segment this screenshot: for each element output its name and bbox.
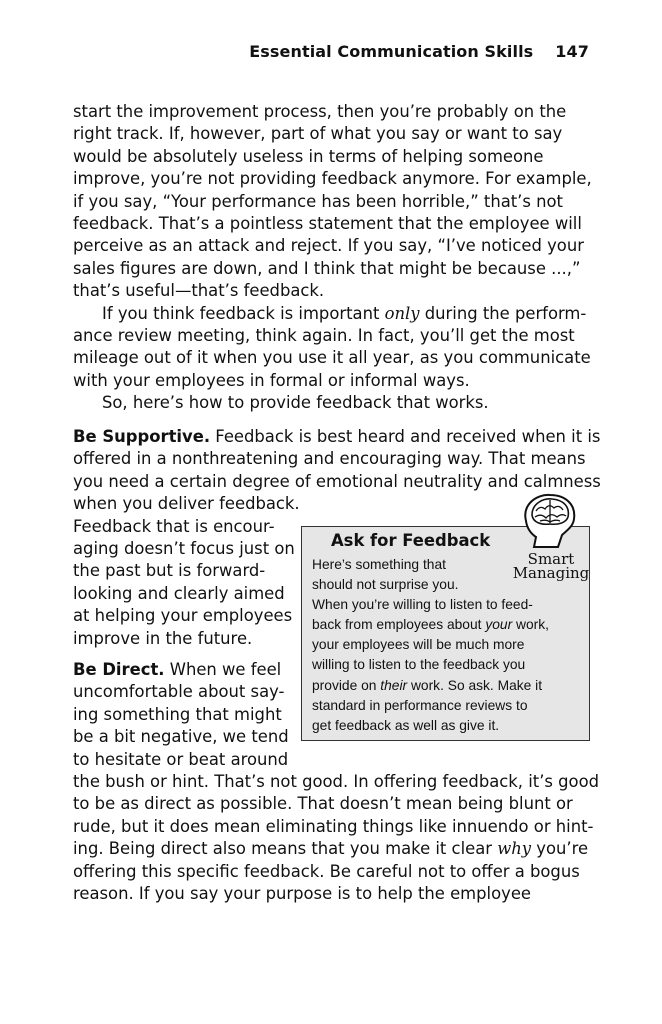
text-line: rude, but it does mean eliminating things like innuendo or hint- (73, 816, 594, 836)
text-line: be a bit negative, we tend (73, 727, 289, 747)
sidebar-title: Ask for Feedback (331, 531, 491, 550)
text-line: aging doesn’t focus just on (73, 539, 295, 559)
smart-managing-logo (508, 552, 594, 580)
running-header (0, 42, 589, 61)
emphasis-your: your (485, 617, 513, 633)
intro-paragraph (73, 101, 592, 415)
text-line: improve in the future. (73, 628, 253, 648)
sidebar-line: should not surprise you. (312, 577, 459, 593)
sidebar-line: your employees will be much more (312, 637, 525, 653)
sidebar-line: provide on their work. So ask. Make it (312, 677, 543, 693)
text-line: ance review meeting, think again. In fact, you’ll get the most (73, 326, 575, 346)
sidebar-body (312, 555, 549, 736)
text-line: offering this specific feedback. Be careful not to offer a bogus (73, 861, 580, 881)
text-line: mileage out of it when you use it all year, as you communicate (73, 348, 591, 368)
sidebar-line: When you’re willing to listen to feed- (312, 597, 533, 613)
text-line: when you deliver feedback. (73, 494, 300, 514)
text-line: that’s useful—that’s feedback. (73, 281, 325, 301)
text-line: If you think feedback is important only during the perform- (102, 303, 587, 323)
text-line: Be Supportive. Feedback is best heard and received when it is (73, 427, 601, 446)
brain-icon (516, 491, 580, 551)
sidebar-line: willing to listen to the feedback you (312, 657, 526, 673)
emphasis-only: only (384, 303, 420, 323)
logo-line: Managing (512, 564, 590, 582)
text-line: to hesitate or beat around (73, 749, 289, 769)
section-heading: Be Supportive. (73, 427, 211, 446)
text-line: feedback. That’s a pointless statement that the employee will (73, 214, 582, 234)
text-line: the bush or hint. That’s not good. In offering feedback, it’s good (73, 772, 600, 792)
text-line: improve, you’re not providing feedback anymore. For example, (73, 169, 592, 189)
sidebar-line: Here’s something that (312, 557, 446, 572)
text-line: So, here’s how to provide feedback that works. (102, 393, 489, 413)
logo-line: Smart (527, 550, 575, 568)
text-line: perceive as an attack and reject. If you say, “I’ve noticed your (73, 236, 584, 256)
emphasis-why: why (497, 839, 532, 859)
page-number: 147 (555, 42, 589, 61)
text-line: the past but is forward- (73, 561, 266, 581)
text-line: to be as direct as possible. That doesn’t mean being blunt or (73, 794, 573, 814)
text-line: with your employees in formal or informal ways. (73, 370, 470, 390)
text-line: right track. If, however, part of what you say or want to say (73, 124, 563, 144)
chapter-title: Essential Communication Skills (249, 42, 534, 61)
text-line: Feedback that is encour- (73, 516, 275, 536)
section-heading: Be Direct. (73, 660, 165, 679)
text-line: offered in a nonthreatening and encouraging way. That means (73, 449, 586, 469)
text-line: at helping your employees (73, 606, 293, 626)
text-line: sales figures are down, and I think that might be because ...,” (73, 258, 581, 278)
sidebar-line: standard in performance reviews to (312, 697, 528, 713)
text-line: would be absolutely useless in terms of helping someone (73, 146, 544, 166)
text-line: Be Direct. When we feel (73, 660, 282, 679)
sidebar-line: back from employees about your work, (312, 617, 549, 633)
text-line: you need a certain degree of emotional neutrality and calmness (73, 471, 601, 491)
text-line: reason. If you say your purpose is to help the employee (73, 884, 532, 904)
sidebar-line: get feedback as well as give it. (312, 717, 500, 733)
text-line: start the improvement process, then you’re probably on the (73, 102, 567, 121)
text-line: if you say, “Your performance has been horrible,” that’s not (73, 191, 563, 211)
emphasis-their: their (380, 677, 408, 693)
text-line: uncomfortable about say- (73, 682, 285, 702)
text-line: ing something that might (73, 704, 282, 724)
text-line: looking and clearly aimed (73, 583, 285, 603)
text-line: ing. Being direct also means that you make it clear why you’re (73, 839, 589, 859)
